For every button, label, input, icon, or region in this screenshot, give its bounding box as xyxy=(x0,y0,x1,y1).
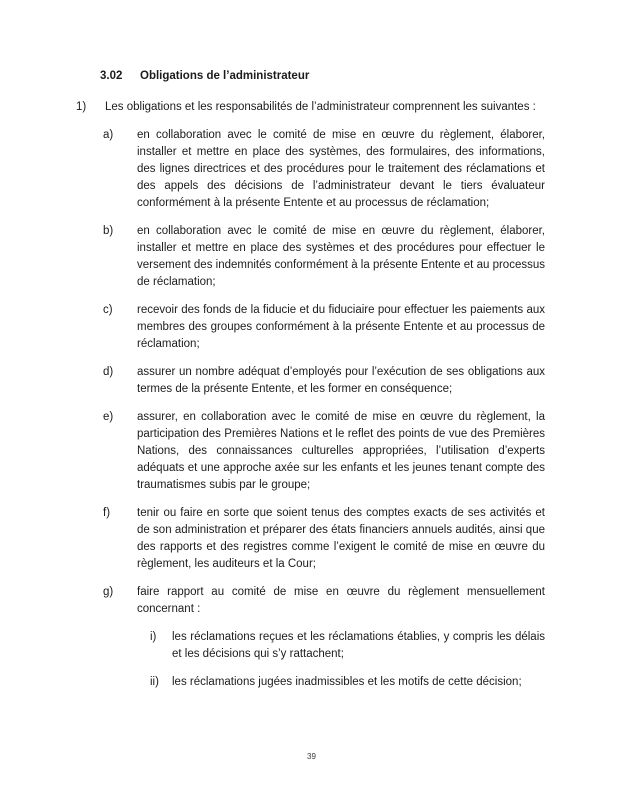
item-label: e) xyxy=(103,411,114,423)
item-label: f) xyxy=(103,507,111,519)
item-text: assurer, en collaboration avec le comité de mise en œuvre du règlement, la participation des Premières Nations et le reflet des points de vue des Premières Nations, des connaissances culturelles appropriées, l’utilisation d’experts adéquats et une approche axée sur les enfants et les jeunes tenant compte des traumatismes subis par le groupe; xyxy=(137,411,545,491)
item-text: les réclamations reçues et les réclamations établies, y compris les délais et les décisions qui s’y rattachent; xyxy=(172,631,545,660)
list-item-c xyxy=(103,302,545,353)
section-number: 3.02 xyxy=(100,70,123,82)
item-text: en collaboration avec le comité de mise en œuvre du règlement, élaborer, installer et mettre en place des systèmes et des procédures pour effectuer le versement des indemnités conformément à la présente Entente et au processus de réclamation; xyxy=(137,225,545,288)
item-label: ii) xyxy=(150,676,159,688)
item-text: tenir ou faire en sorte que soient tenus des comptes exacts de ses activités et de son administration et préparer des états financiers annuels audités, ainsi que des rapports et des registres comme l’exigent le comité de mise en œuvre du règlement, les auditeurs et la Cour; xyxy=(137,507,545,570)
item-label: c) xyxy=(103,304,113,316)
item-label: 1) xyxy=(76,101,87,113)
item-label: d) xyxy=(103,366,114,378)
item-text: les réclamations jugées inadmissibles et les motifs de cette décision; xyxy=(172,676,522,688)
list-subitem-ii xyxy=(150,674,545,691)
list-item-d xyxy=(103,364,545,398)
list-subitem-i xyxy=(150,629,545,663)
page-number: 39 xyxy=(307,752,316,761)
list-item-a xyxy=(103,127,545,212)
item-label: i) xyxy=(150,631,157,643)
list-item-b xyxy=(103,223,545,291)
list-item-1 xyxy=(76,99,545,116)
item-text: recevoir des fonds de la fiducie et du fiduciaire pour effectuer les paiements aux membres des groupes conformément à la présente Entente et au processus de réclamation; xyxy=(137,304,545,350)
item-text: en collaboration avec le comité de mise en œuvre du règlement, élaborer, installer et mettre en place des systèmes, des formulaires, des informations, des lignes directrices et des procédures pour le traitement des réclamations et des appels des décisions de l’administrateur devant le tiers évaluateur conformément à la présente Entente et au processus de réclamation; xyxy=(137,129,545,209)
section-title: Obligations de l’administrateur xyxy=(140,70,310,82)
item-text: faire rapport au comité de mise en œuvre du règlement mensuellement concernant : xyxy=(137,586,545,615)
list-item-g xyxy=(103,584,545,618)
section-heading xyxy=(100,68,545,85)
item-label: g) xyxy=(103,586,114,598)
item-label: a) xyxy=(103,129,114,141)
item-label: b) xyxy=(103,225,114,237)
item-text: assurer un nombre adéquat d’employés pour l’exécution de ses obligations aux termes de la présente Entente, et les former en conséquence; xyxy=(137,366,545,395)
list-item-f xyxy=(103,505,545,573)
item-text: Les obligations et les responsabilités de l’administrateur comprennent les suivantes : xyxy=(105,101,536,113)
list-item-e xyxy=(103,409,545,494)
